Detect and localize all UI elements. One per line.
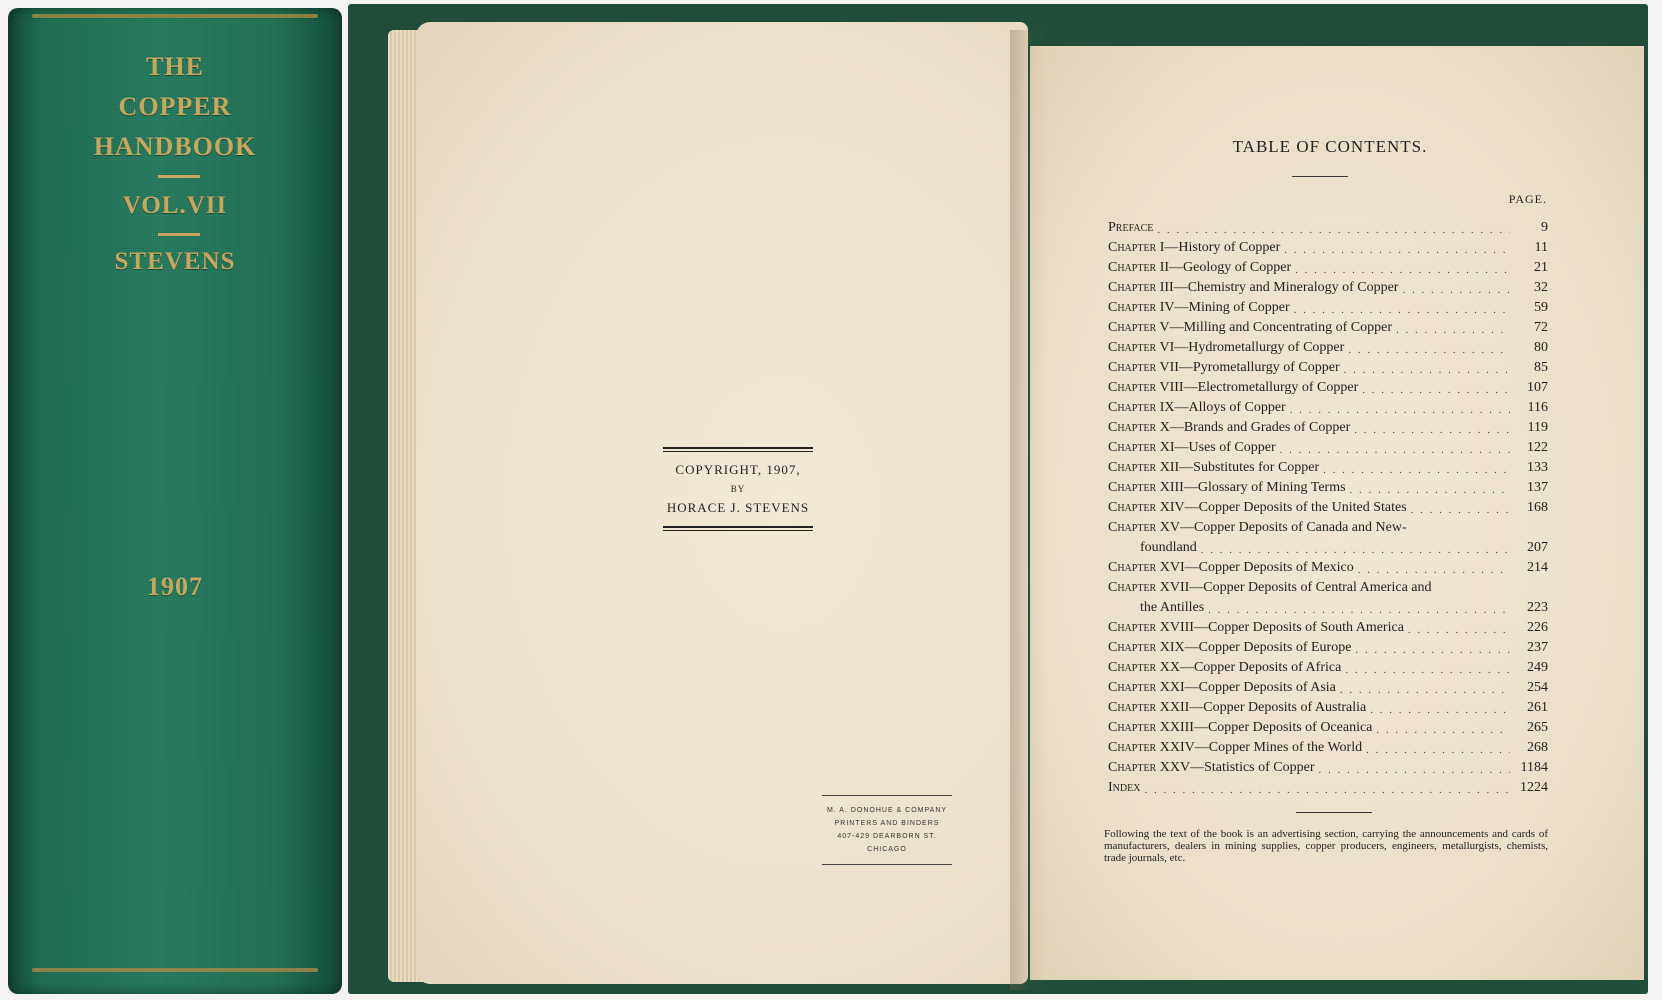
toc-leader-dots	[1408, 624, 1510, 636]
toc-leader-dots	[1362, 384, 1510, 396]
toc-entry	[1108, 356, 1548, 376]
toc-entry-label: Chapter XIX—Copper Deposits of Europe	[1108, 640, 1352, 655]
toc-entry-page: 85	[1534, 360, 1548, 375]
toc-leader-dots	[1355, 644, 1510, 656]
toc-entry-label: Chapter XV—Copper Deposits of Canada and New-	[1108, 520, 1407, 535]
printer-role: PRINTERS AND BINDERS	[834, 820, 940, 827]
copyright-author: HORACE J. STEVENS	[666, 500, 810, 515]
toc-entry	[1108, 556, 1548, 576]
toc-entry	[1108, 496, 1548, 516]
toc-entry-label: Chapter XVIII—Copper Deposits of South America	[1108, 620, 1404, 635]
toc-entry-page: 223	[1527, 600, 1548, 615]
toc-leader-dots	[1354, 424, 1510, 436]
copyright-line: COPYRIGHT, 1907,	[675, 462, 801, 477]
toc-leader-dots	[1350, 484, 1510, 496]
book-gutter	[1010, 30, 1050, 990]
toc-leader-dots	[1402, 284, 1510, 296]
toc-entry-label: Chapter XXI—Copper Deposits of Asia	[1108, 680, 1336, 695]
toc-entry-page: 9	[1541, 220, 1548, 235]
double-rule	[663, 447, 813, 452]
toc-entry	[1108, 656, 1548, 676]
toc-entry-label: Chapter VIII—Electrometallurgy of Copper	[1108, 380, 1359, 395]
book-spine	[8, 8, 342, 994]
toc-entry	[1108, 296, 1548, 316]
spine-rule	[158, 233, 200, 236]
toc-entry-label: Chapter VII—Pyrometallurgy of Copper	[1108, 360, 1340, 375]
toc-entry-label: Chapter XIV—Copper Deposits of the United States	[1108, 500, 1407, 515]
toc-entry	[1108, 616, 1548, 636]
spine-year: 1907	[147, 572, 203, 601]
toc-leader-dots	[1157, 224, 1510, 236]
toc-entry-page: 137	[1527, 480, 1548, 495]
toc-entry	[1108, 416, 1548, 436]
toc-entry-label: Chapter XI—Uses of Copper	[1108, 440, 1276, 455]
toc-entry-page: 1184	[1520, 760, 1548, 775]
toc-entry	[1108, 516, 1548, 536]
toc-entry-label: Chapter I—History of Copper	[1108, 240, 1281, 255]
toc-leader-dots	[1290, 404, 1510, 416]
toc-entry	[1108, 376, 1548, 396]
double-rule	[663, 526, 813, 531]
toc-leader-dots	[1323, 464, 1510, 476]
toc-entry-page: 59	[1534, 300, 1548, 315]
toc-entry-label: Chapter IX—Alloys of Copper	[1108, 400, 1286, 415]
toc-entry	[1108, 636, 1548, 656]
toc-entry	[1108, 396, 1548, 416]
toc-entry-label: Index	[1108, 780, 1141, 795]
toc-leader-dots	[1345, 664, 1510, 676]
toc-entry	[1108, 336, 1548, 356]
toc-leader-dots	[1295, 264, 1510, 276]
toc-leader-dots	[1201, 544, 1510, 556]
toc-entry	[1108, 596, 1548, 616]
toc-entry	[1108, 736, 1548, 756]
copyright-by: BY	[730, 484, 746, 494]
toc-entry	[1108, 456, 1548, 476]
toc-entry-page: 80	[1534, 340, 1548, 355]
toc-leader-dots	[1319, 764, 1511, 776]
toc-entry-page: 133	[1527, 460, 1548, 475]
toc-leader-dots	[1396, 324, 1510, 336]
toc-leader-dots	[1348, 344, 1510, 356]
toc-leader-dots	[1366, 744, 1510, 756]
toc-entry-label: Chapter X—Brands and Grades of Copper	[1108, 420, 1351, 435]
toc-entry-label: Chapter XXIV—Copper Mines of the World	[1108, 740, 1363, 755]
printer-address: 407-429 DEARBORN ST.	[837, 833, 937, 840]
toc-entry	[1108, 696, 1548, 716]
toc-leader-dots	[1144, 784, 1510, 796]
toc-entry-label: Chapter XVII—Copper Deposits of Central America and	[1108, 580, 1432, 595]
toc-entry-page: 11	[1534, 240, 1548, 255]
toc-leader-dots	[1280, 444, 1510, 456]
toc-entry-label: Preface	[1108, 220, 1154, 235]
spine-title-line3: HANDBOOK	[93, 132, 257, 161]
toc-leader-dots	[1376, 724, 1510, 736]
spine-bottom-band	[32, 968, 318, 972]
toc-leader-dots	[1411, 504, 1510, 516]
printer-rule	[822, 864, 952, 865]
toc-entry	[1108, 476, 1548, 496]
spine-author: STEVENS	[114, 248, 236, 275]
toc-entry-page: 207	[1527, 540, 1548, 555]
toc-entry-page: 21	[1534, 260, 1548, 275]
printer-imprint	[822, 795, 952, 865]
toc-leader-dots	[1340, 684, 1510, 696]
toc-entry-label: Chapter XXIII—Copper Deposits of Oceanica	[1108, 720, 1373, 735]
toc-entry-label: Chapter II—Geology of Copper	[1108, 260, 1292, 275]
toc-entry-label: foundland	[1140, 540, 1197, 555]
toc-bottom-rule	[1296, 812, 1372, 813]
printer-rule	[822, 795, 952, 796]
toc-entry-page: 72	[1534, 320, 1548, 335]
toc-entry-label: Chapter V—Milling and Concentrating of Copper	[1108, 320, 1392, 335]
toc-entry-label: Chapter XIII—Glossary of Mining Terms	[1108, 480, 1346, 495]
toc-leader-dots	[1370, 704, 1510, 716]
toc-entry-label: Chapter XXV—Statistics of Copper	[1108, 760, 1315, 775]
toc-entry-page: 119	[1527, 420, 1548, 435]
toc-entry-label: Chapter XVI—Copper Deposits of Mexico	[1108, 560, 1354, 575]
toc-entry	[1108, 576, 1548, 596]
toc-entry-page: 268	[1527, 740, 1548, 755]
toc-entry-label: the Antilles	[1140, 600, 1205, 615]
toc-entry-page: 265	[1527, 720, 1548, 735]
toc-entry	[1108, 756, 1548, 776]
spine-title-line1: THE	[146, 52, 204, 81]
toc-list	[1108, 216, 1548, 796]
spine-volume: VOL.VII	[122, 192, 228, 219]
toc-leader-dots	[1208, 604, 1510, 616]
toc-entry	[1108, 776, 1548, 796]
printer-name: M. A. DONOHUE & COMPANY	[826, 807, 948, 814]
toc-entry-page: 249	[1527, 660, 1548, 675]
toc-entry-label: Chapter XXII—Copper Deposits of Australia	[1108, 700, 1367, 715]
toc-entry-page: 226	[1527, 620, 1548, 635]
toc-entry-page: 237	[1527, 640, 1548, 655]
toc-leader-dots	[1284, 244, 1510, 256]
spine-title-line2: COPPER	[118, 92, 232, 121]
toc-leader-dots	[1358, 564, 1510, 576]
toc-entry-page: 32	[1534, 280, 1548, 295]
toc-entry-label: Chapter VI—Hydrometallurgy of Copper	[1108, 340, 1345, 355]
toc-entry	[1108, 716, 1548, 736]
toc-leader-dots	[1344, 364, 1510, 376]
toc-entry-page: 214	[1527, 560, 1548, 575]
toc-entry	[1108, 236, 1548, 256]
toc-leader-dots	[1294, 304, 1510, 316]
toc-entry	[1108, 676, 1548, 696]
toc-entry-page: 261	[1527, 700, 1548, 715]
toc-rule	[1292, 176, 1348, 177]
spine-top-band	[32, 14, 318, 18]
toc-entry-label: Chapter XX—Copper Deposits of Africa	[1108, 660, 1342, 675]
printer-city: CHICAGO	[867, 846, 907, 853]
toc-entry-page: 168	[1527, 500, 1548, 515]
toc-entry-page: 122	[1527, 440, 1548, 455]
toc-entry	[1108, 536, 1548, 556]
toc-entry-page: 107	[1527, 380, 1548, 395]
toc-entry-page: 116	[1527, 400, 1548, 415]
toc-entry-label: Chapter III—Chemistry and Mineralogy of Copper	[1108, 280, 1399, 295]
toc-page-header: PAGE.	[1508, 192, 1547, 206]
toc-footnote: Following the text of the book is an advertising section, carrying the announcements and cards of manufacturers, dealers in mining supplies, copper producers, engineers, metallurgists, chemists, trade journals, etc.	[1104, 828, 1548, 864]
toc-entry-label: Chapter IV—Mining of Copper	[1108, 300, 1290, 315]
toc-entry	[1108, 216, 1548, 236]
toc-entry-page: 254	[1527, 680, 1548, 695]
toc-entry	[1108, 316, 1548, 336]
toc-entry-label: Chapter XII—Substitutes for Copper	[1108, 460, 1320, 475]
toc-entry-page: 1224	[1520, 780, 1548, 795]
toc-entry	[1108, 436, 1548, 456]
toc-title: TABLE OF CONTENTS.	[1232, 137, 1428, 156]
copyright-block	[663, 447, 813, 531]
spine-rule	[158, 175, 200, 178]
toc-entry	[1108, 276, 1548, 296]
toc-entry	[1108, 256, 1548, 276]
